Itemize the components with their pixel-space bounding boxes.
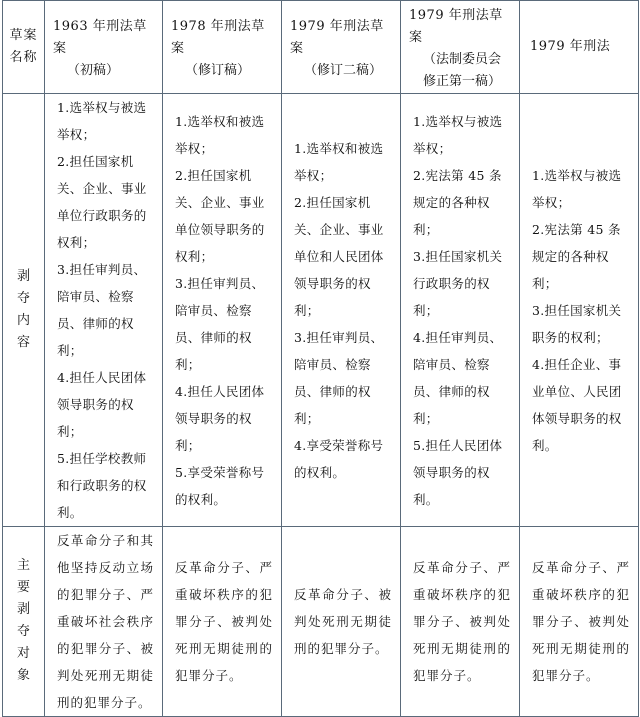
table-cell [163,527,282,717]
list-item: 3.担任国家机关行政职务的权利； [413,248,503,318]
list-item: 3.担任审判员、陪审员、检察员、律师的权利； [294,329,384,426]
list-item: 4.担任人民团体领导职务的权利； [57,370,147,439]
cell-list [282,135,400,486]
table-cell [520,94,639,527]
header-row [3,1,639,94]
row-label: 剥夺内容 [16,268,30,350]
list-item: 4.享受荣誉称号的权利。 [294,437,384,480]
list-item: 1.选举权和被选举权； [175,113,265,156]
table-row-content [3,94,639,527]
list-item: 5.担任人民团体领导职务的权利。 [413,437,503,507]
list-item: 2.担任国家机关、企业、事业单位行政职务的权利； [57,154,147,250]
table-cell [401,527,520,717]
cell-text: 反革命分子、被判处死刑无期徒刑的犯罪分子。 [294,587,392,656]
list-item: 4.担任审判员、陪审员、检察员、律师的权利； [413,329,503,426]
comparison-table [2,0,639,717]
table-cell [45,94,163,527]
list-item: 2.宪法第 45 条规定的各种权利； [532,221,621,291]
list-item: 1.选举权与被选举权； [413,113,503,156]
table-cell [282,527,401,717]
cell-list [163,108,281,513]
list-item: 2.担任国家机关、企业、事业单位和人民团体领导职务的权利； [294,194,384,318]
column-header-1979-committee [401,1,520,94]
list-item: 2.担任国家机关、企业、事业单位领导职务的权利； [175,167,265,264]
row-label-cell [3,94,45,527]
column-header-title: 1979 年刑法草案 [409,8,503,45]
column-header-title: 1979 年刑法 [530,39,611,54]
column-header-subtitle: （修订稿） [185,63,251,78]
cell-text: 反革命分子、严重破坏秩序的犯罪分子、被判处死刑无期徒刑的犯罪分子。 [532,560,630,683]
row-label-cell [3,527,45,717]
table-cell [45,527,163,717]
row-label: 主要剥夺对象 [16,558,30,683]
corner-label: 草案名称 [9,27,38,65]
list-item: 1.选举权与被选举权； [532,167,622,210]
table-cell [282,94,401,527]
cell-list [520,162,638,459]
column-header-1979-revision2 [282,1,401,94]
cell-list [45,94,162,526]
column-header-1979-law [520,1,639,94]
list-item: 3.担任审判员、陪审员、检察员、律师的权利； [175,275,265,372]
column-header-1963 [45,1,163,94]
column-header-title: 1978 年刑法草案 [171,19,265,56]
table-cell [520,527,639,717]
cell-text: 反革命分子和其他坚持反动立场的犯罪分子、严重破坏社会秩序的犯罪分子、被判处死刑无期徒刑的犯罪分子。 [57,533,154,710]
list-item: 1.选举权和被选举权； [294,140,384,183]
table-cell [163,94,282,527]
column-header-title: 1963 年刑法草案 [53,19,147,56]
column-header-1978 [163,1,282,94]
list-item: 5.享受荣誉称号的权利。 [175,464,265,507]
column-header-subtitle: （初稿） [67,63,120,78]
cell-list [401,108,519,513]
list-item: 4.担任人民团体领导职务的权利； [175,383,265,453]
list-item: 3.担任审判员、陪审员、检察员、律师的权利； [57,262,147,358]
list-item: 5.担任学校教师和行政职务的权利。 [57,451,147,520]
list-item: 2.宪法第 45 条规定的各种权利； [413,167,502,237]
list-item: 1.选举权与被选举权； [57,100,147,142]
corner-header [3,1,45,94]
table-row-targets [3,527,639,717]
cell-text: 反革命分子、严重破坏秩序的犯罪分子、被判处死刑无期徒刑的犯罪分子。 [175,560,273,683]
list-item: 3.担任国家机关职务的权利； [532,302,622,345]
table-cell [401,94,520,527]
column-header-title: 1979 年刑法草案 [290,19,384,56]
column-header-subtitle: （法制委员会修正第一稿） [423,52,502,89]
column-header-subtitle: （修订二稿） [304,63,383,78]
list-item: 4.担任企业、事业单位、人民团体领导职务的权利。 [532,356,622,453]
cell-text: 反革命分子、严重破坏秩序的犯罪分子、被判处死刑无期徒刑的犯罪分子。 [413,560,511,683]
